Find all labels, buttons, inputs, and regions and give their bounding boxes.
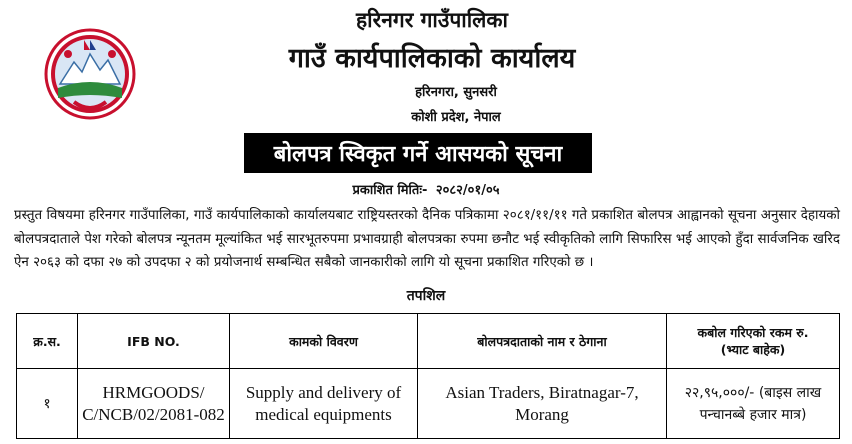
header-bidder: बोलपत्रदाताको नाम र ठेगाना (418, 314, 667, 369)
header-amount (667, 314, 840, 369)
office-name: गाउँ कार्यपालिकाको कार्यालय (288, 43, 576, 74)
cell-ifb: HRMGOODS/ C/NCB/02/2081-082 (78, 369, 230, 439)
published-label: प्रकाशित मितिः- (352, 183, 428, 198)
cell-work: Supply and delivery of medical equipments (230, 369, 418, 439)
header-work: कामको विवरण (230, 314, 418, 369)
municipality-name: हरिनगर गाउँपालिका (356, 8, 508, 32)
published-date: २०८२/०१/०५ (435, 183, 500, 198)
header-ifb: IFB NO. (78, 314, 230, 369)
notice-title: बोलपत्र स्विकृत गर्ने आसयको सूचना (244, 133, 592, 173)
table-row (17, 369, 840, 439)
header-amount-line1: कबोल गरिएको रकम रु. (697, 325, 809, 340)
bid-result-table (16, 313, 840, 439)
table-header-row (17, 314, 840, 369)
header-amount-line2: (भ्याट बाहेक) (720, 342, 786, 357)
cell-bidder: Asian Traders, Biratnagar-7, Morang (418, 369, 667, 439)
details-heading: तपशिल (406, 288, 446, 304)
published-date-line (0, 180, 852, 198)
cell-sn: १ (17, 369, 78, 439)
office-province: कोशी प्रदेश, नेपाल (411, 110, 501, 125)
notice-body: प्रस्तुत विषयमा हरिनगर गाउँपालिका, गाउँ कार्यपालिकाको कार्यालयबाट राष्ट्रियस्तरको दैनिक पत्रिकामा २०८१/११/११ गते प्रकाशित बोलपत्र आह्वानको सूचना अनुसार देहायको बोलपत्रदाताले पेश गरेको बोलपत्र न्यूनतम मूल्यांकित भई सारभूतरुपमा प्रभावग्राही बोलपत्रका रुपमा छनौट भई स्वीकृतिको लागि सिफारिस भई आएको हुँदा सार्वजनिक खरिद ऐन २०६३ को दफा २७ को उपदफा २ को प्रयोजनार्थ सम्बन्धित सबैको जानकारीको लागि यो सूचना प्रकाशित गरिएको छ । (14, 208, 840, 270)
office-address: हरिनगरा, सुनसरी (415, 85, 497, 100)
cell-amount: २२,९५,०००/- (बाइस लाख पन्चानब्बे हजार मात्र) (667, 369, 840, 439)
header-sn: क्र.स. (17, 314, 78, 369)
